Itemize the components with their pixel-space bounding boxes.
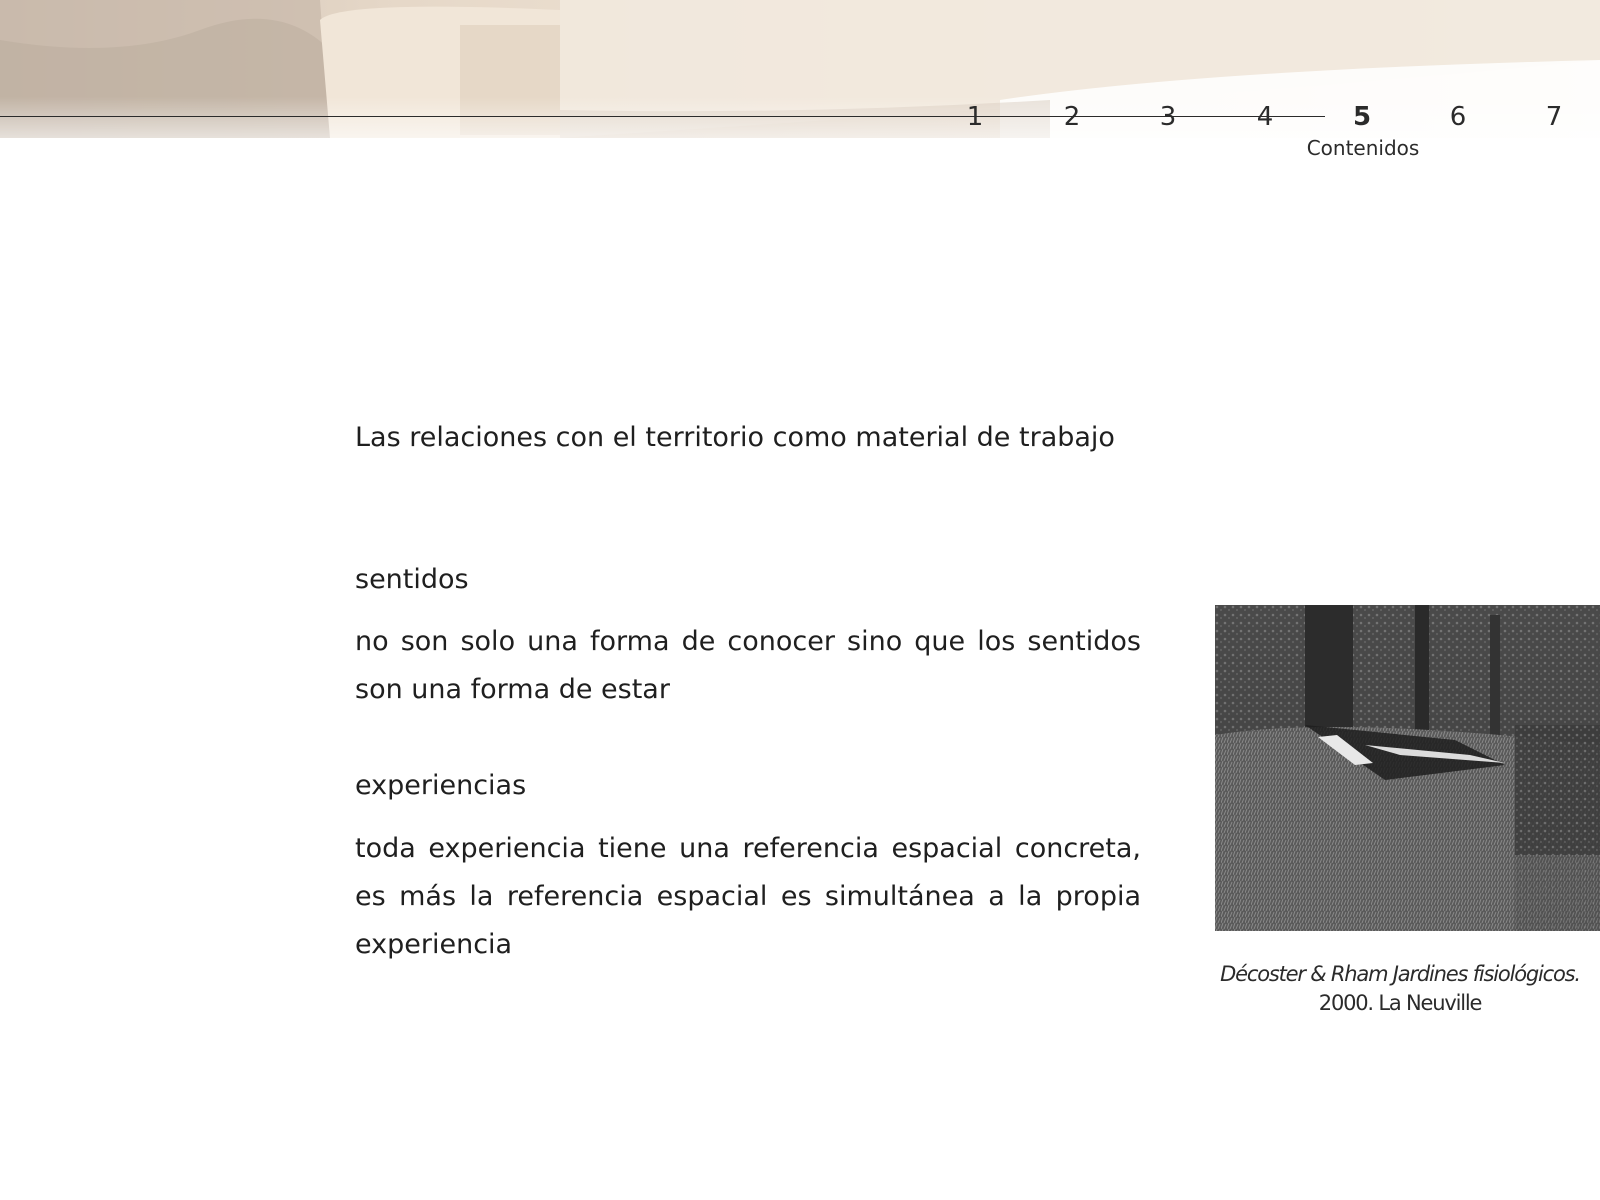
main-content bbox=[355, 412, 1141, 960]
page-subtitle: Las relaciones con el territorio como material de trabajo bbox=[355, 422, 1115, 453]
section-label: Contenidos bbox=[1306, 136, 1420, 160]
nav-item-1[interactable]: 1 bbox=[966, 102, 984, 132]
nav-item-7[interactable]: 7 bbox=[1545, 102, 1563, 132]
caption-title: Décoster & Rham Jardines fisiológicos. bbox=[1220, 962, 1580, 986]
term-description: no son solo una forma de conocer sino que los sentidos son una forma de estar bbox=[355, 626, 1141, 705]
term-heading: sentidos bbox=[355, 564, 469, 595]
term-description: toda experiencia tiene una referencia espacial concreta, es más la referencia espacial es simultánea a la propia experiencia bbox=[355, 833, 1141, 960]
nav-item-6[interactable]: 6 bbox=[1449, 102, 1467, 132]
nav-item-2[interactable]: 2 bbox=[1063, 102, 1081, 132]
nav-item-4[interactable]: 4 bbox=[1256, 102, 1274, 132]
garden-photograph bbox=[1215, 605, 1600, 931]
nav-item-3[interactable]: 3 bbox=[1159, 102, 1177, 132]
caption-date-place: 2000. La Neuville bbox=[1318, 991, 1482, 1015]
section-navigation bbox=[0, 100, 1600, 140]
nav-item-5-active[interactable]: 5 bbox=[1352, 102, 1372, 132]
photo-caption bbox=[1200, 960, 1600, 1018]
term-heading: experiencias bbox=[355, 770, 527, 801]
